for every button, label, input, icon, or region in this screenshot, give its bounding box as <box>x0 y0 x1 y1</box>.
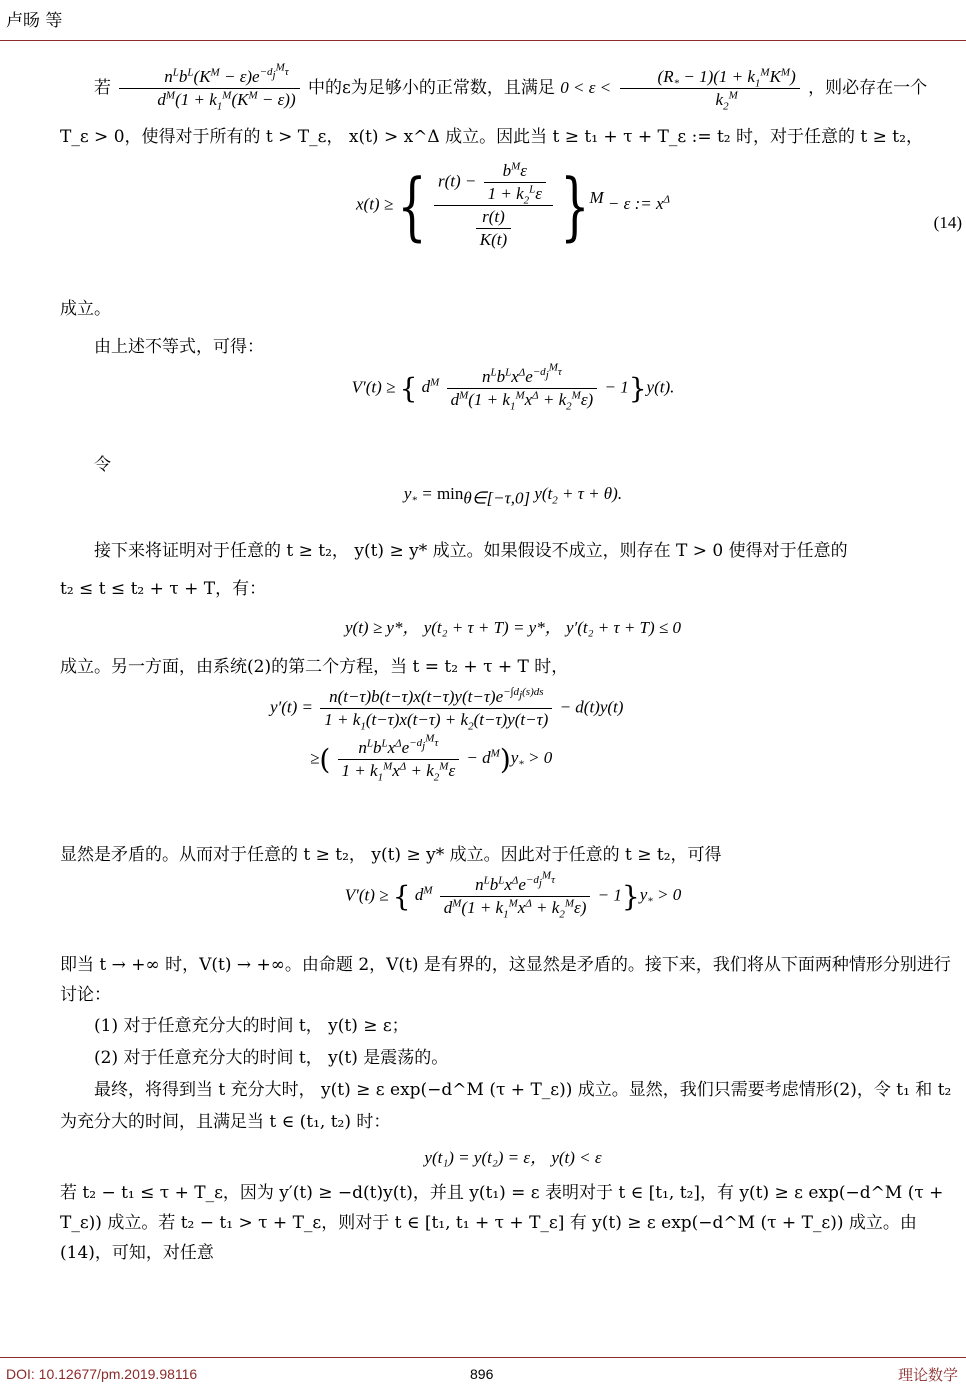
page-number: 896 <box>470 1366 494 1382</box>
page-footer <box>0 1357 966 1388</box>
equation-vprime-2: V′(t) ≥ { $d^M$ $\frac{n^Lb^Lx^\Delta e^{-d_j^M\tau}}{d^M(1 + k_1^Mx^\Delta + k_2^M\varepsilon)}$ − $1\}y_* > 0$ <box>344 869 682 921</box>
page-header <box>0 0 966 41</box>
paragraph-t-epsilon: T_ε > 0，使得对于所有的 t > T_ε， x(t) > x^Δ 成立。因此当 t ≥ t₁ + τ + T_ε := t₂ 时，对于任意的 t ≥ t₂， <box>60 127 923 147</box>
paragraph-second-equation: 成立。另一方面，由系统(2)的第二个方程，当 t = t₂ + τ + T 时， <box>60 657 569 677</box>
journal-name: 理论数学 <box>897 1366 958 1384</box>
case-1: (1) 对于任意充分大的时间 t， y(t) ≥ ε； <box>94 1016 409 1036</box>
paragraph-contradiction: 显然是矛盾的。从而对于任意的 t ≥ t₂， y(t) ≥ y* 成立。因此对于任意的 t ≥ t₂，可得 <box>60 845 722 865</box>
paragraph-holds: 成立。 <box>60 299 111 319</box>
equation-y-star: $y_* = \min_{\theta\in[-\tau,0]} y(t_2 + \tau + \theta)$. <box>403 484 623 508</box>
paper-body <box>60 58 966 1268</box>
paragraph-condition: 若 $\frac{n^Lb^L(K^M - \varepsilon)e^{-d_j^M\tau}}{d^M(1 + k_1^M(K^M - \varepsilon))}$ 中的ε为足够小的正常数，且满足 0 < ε < $\frac{(R_* - 1)(1 + k_1^MK^M)}{k_2^M}$ ，则必存在一个 <box>94 61 928 113</box>
paragraph-from-inequality: 由上述不等式，可得： <box>94 337 264 357</box>
equation-vprime-1: V′(t) ≥ { $d^M$ $\frac{n^Lb^Lx^\Delta e^{-d_j^M\tau}}{d^M(1 + k_1^Mx^\Delta + k_2^M\varepsilon)}$ − 1}y(t). <box>351 361 675 413</box>
header-authors: 卢旸 等 <box>6 11 63 31</box>
fraction-condition: $\frac{n^Lb^L(K^M - \varepsilon)e^{-d_j^M\tau}}{d^M(1 + k_1^M(K^M - \varepsilon))}$ <box>119 66 299 111</box>
paragraph-interval: t₂ ≤ t ≤ t₂ + τ + T，有： <box>60 579 267 599</box>
paragraph-proof-claim: 接下来将证明对于任意的 t ≥ t₂， y(t) ≥ y* 成立。如果假设不成立，则存在 T > 0 使得对于任意的 <box>94 541 848 561</box>
paragraph-let: 令 <box>94 455 111 475</box>
paragraph-v-unbounded: 即当 t → +∞ 时，V(t) → +∞。由命题 2，V(t) 是有界的，这显然是矛盾的。接下来，我们将从下面两种情形分别进行讨论： <box>60 955 951 1005</box>
equation-number: (14) <box>933 213 962 232</box>
fraction-epsilon-bound: $\frac{(R_* - 1)(1 + k_1^MK^M)}{k_2^M}$ <box>620 66 800 111</box>
paragraph-cases: 若 t₂ − t₁ ≤ τ + T_ε，因为 y′(t) ≥ −d(t)y(t)，并且 y(t₁) = ε 表明对于 t ∈ [t₁, t₂]，有 y(t) ≥ ε exp(−d^M (τ + T_ε)) 成立。若 t₂ − t₁ > τ + T_ε，则对于 t ∈ [t₁, t₁ + τ + T_ε] 有 y(t) ≥ ε exp(−d^M (τ + T_ε)) 成立。由(14)，可知，对任意 <box>60 1183 944 1263</box>
equation-epsilon: y(t₁) = y(t₂) = ε， y(t) < ε <box>424 1148 602 1167</box>
footer-doi: DOI: 10.12677/pm.2019.98116 <box>6 1366 198 1382</box>
equation-y-conditions: y(t) ≥ y*， y(t₂ + τ + T) = y*， y′(t₂ + τ + T) ≤ 0 <box>345 618 681 637</box>
paragraph-final: 最终，将得到当 t 充分大时， y(t) ≥ ε exp(−d^M (τ + T_ε)) 成立。显然，我们只需要考虑情形(2)，令 t₁ 和 t₂ 为充分大的时间，且满足当 t ∈ (t₁, t₂) 时： <box>60 1080 952 1132</box>
equation-14: x(t) ≥ { r(t) − $\frac{b^M\varepsilon}{1 + k_2^L\varepsilon}$ $\frac{r(t)}{K(t)}$ }$^M$ − ε := $x^\Delta$ (14) <box>356 160 962 249</box>
equation-yprime: y′(t) = $\frac{n(t-\tau)b(t-\tau)x(t-\tau)y(t-\tau)e^{-\int d_j(s)ds}}{1 + k_1(t-\tau)x(t-\tau) + k_2(t-\tau)y(t-\tau)}$ − d(t)y(t) ≥( $\frac{n^Lb^Lx^\Delta e^{-d_j^M\tau}}{1 + k_1^Mx^\Delta + k_2^M\varepsilon}$ − $d^M)y_* > 0$ <box>270 686 624 784</box>
case-2: (2) 对于任意充分大的时间 t， y(t) 是震荡的。 <box>94 1048 449 1068</box>
